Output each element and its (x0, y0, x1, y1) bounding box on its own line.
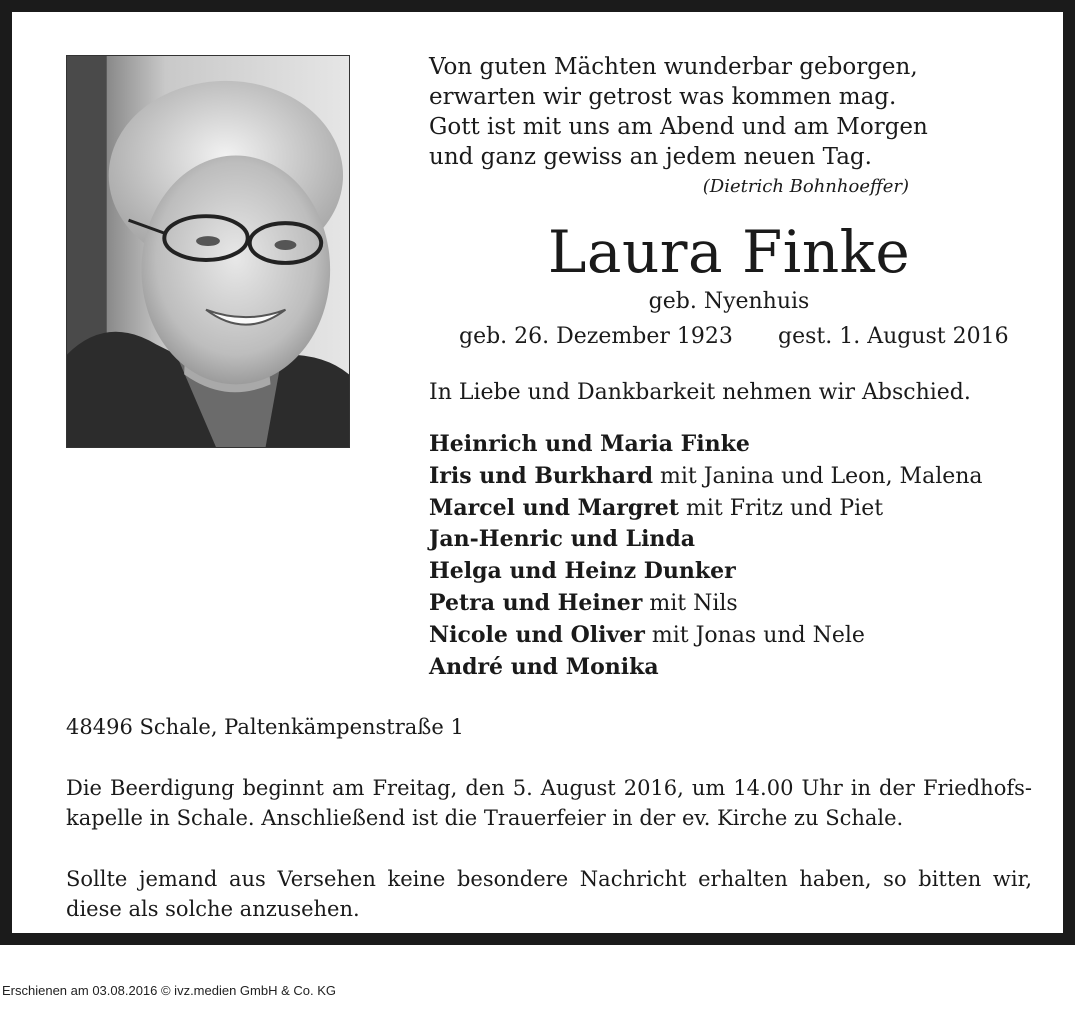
family-list (429, 429, 1049, 683)
family-member (429, 652, 1049, 684)
death-date: gest. 1. August 2016 (778, 324, 1009, 349)
poem-line: erwarten wir getrost was kommen mag. (429, 84, 897, 110)
family-member (429, 620, 1049, 652)
family-member-extra: mit Nils (642, 590, 738, 616)
portrait-photo (66, 55, 350, 448)
family-member-name: Iris und Burkhard (429, 462, 653, 489)
family-member-name: André und Monika (429, 653, 659, 680)
family-member-extra: mit Janina und Leon, Malena (652, 463, 983, 489)
family-member-extra: mit Jonas und Nele (644, 622, 865, 648)
farewell-text: In Liebe und Dankbarkeit nehmen wir Abschied. (429, 380, 971, 405)
family-member-name: Marcel und Margret (429, 494, 679, 521)
family-member (429, 524, 1049, 556)
poem-line: und ganz gewiss an jedem neuen Tag. (429, 144, 872, 170)
poem-line: Von guten Mächten wunderbar geborgen, (429, 54, 918, 80)
family-member-name: Helga und Heinz Dunker (429, 558, 736, 585)
poem-attribution: (Dietrich Bohnhoeffer) (702, 176, 909, 197)
family-member (429, 493, 1049, 525)
publication-footer: Erschienen am 03.08.2016 © ivz.medien GmbH & Co. KG (2, 983, 337, 998)
family-member-name: Petra und Heiner (429, 589, 643, 616)
family-member-name: Nicole und Oliver (429, 621, 645, 648)
family-member (429, 429, 1049, 461)
funeral-info: Die Beerdigung beginnt am Freitag, den 5. August 2016, um 14.00 Uhr in der Friedhofskapelle in Schale. Anschließend ist die Trauerfeier in der ev. Kirche zu Schale. (66, 776, 1032, 830)
family-member-name: Jan-Henric und Linda (429, 526, 696, 553)
poem-line: Gott ist mit uns am Abend und am Morgen (429, 114, 928, 140)
birth-date: geb. 26. Dezember 1923 (459, 324, 733, 349)
family-member (429, 556, 1049, 588)
maiden-name: geb. Nyenhuis (648, 289, 810, 314)
family-member (429, 461, 1049, 493)
family-member-extra: mit Fritz und Piet (678, 495, 884, 521)
address: 48496 Schale, Paltenkämpenstraße 1 (66, 715, 464, 739)
deceased-name: Laura Finke (547, 218, 911, 286)
portrait-image (67, 56, 349, 447)
family-member (429, 588, 1049, 620)
notice-paragraph: Sollte jemand aus Versehen keine besondere Nachricht erhalten haben, so bitten wir, diese als solche anzusehen. (66, 867, 1032, 921)
poem (429, 52, 928, 200)
family-member-name: Heinrich und Maria Finke (429, 431, 750, 457)
